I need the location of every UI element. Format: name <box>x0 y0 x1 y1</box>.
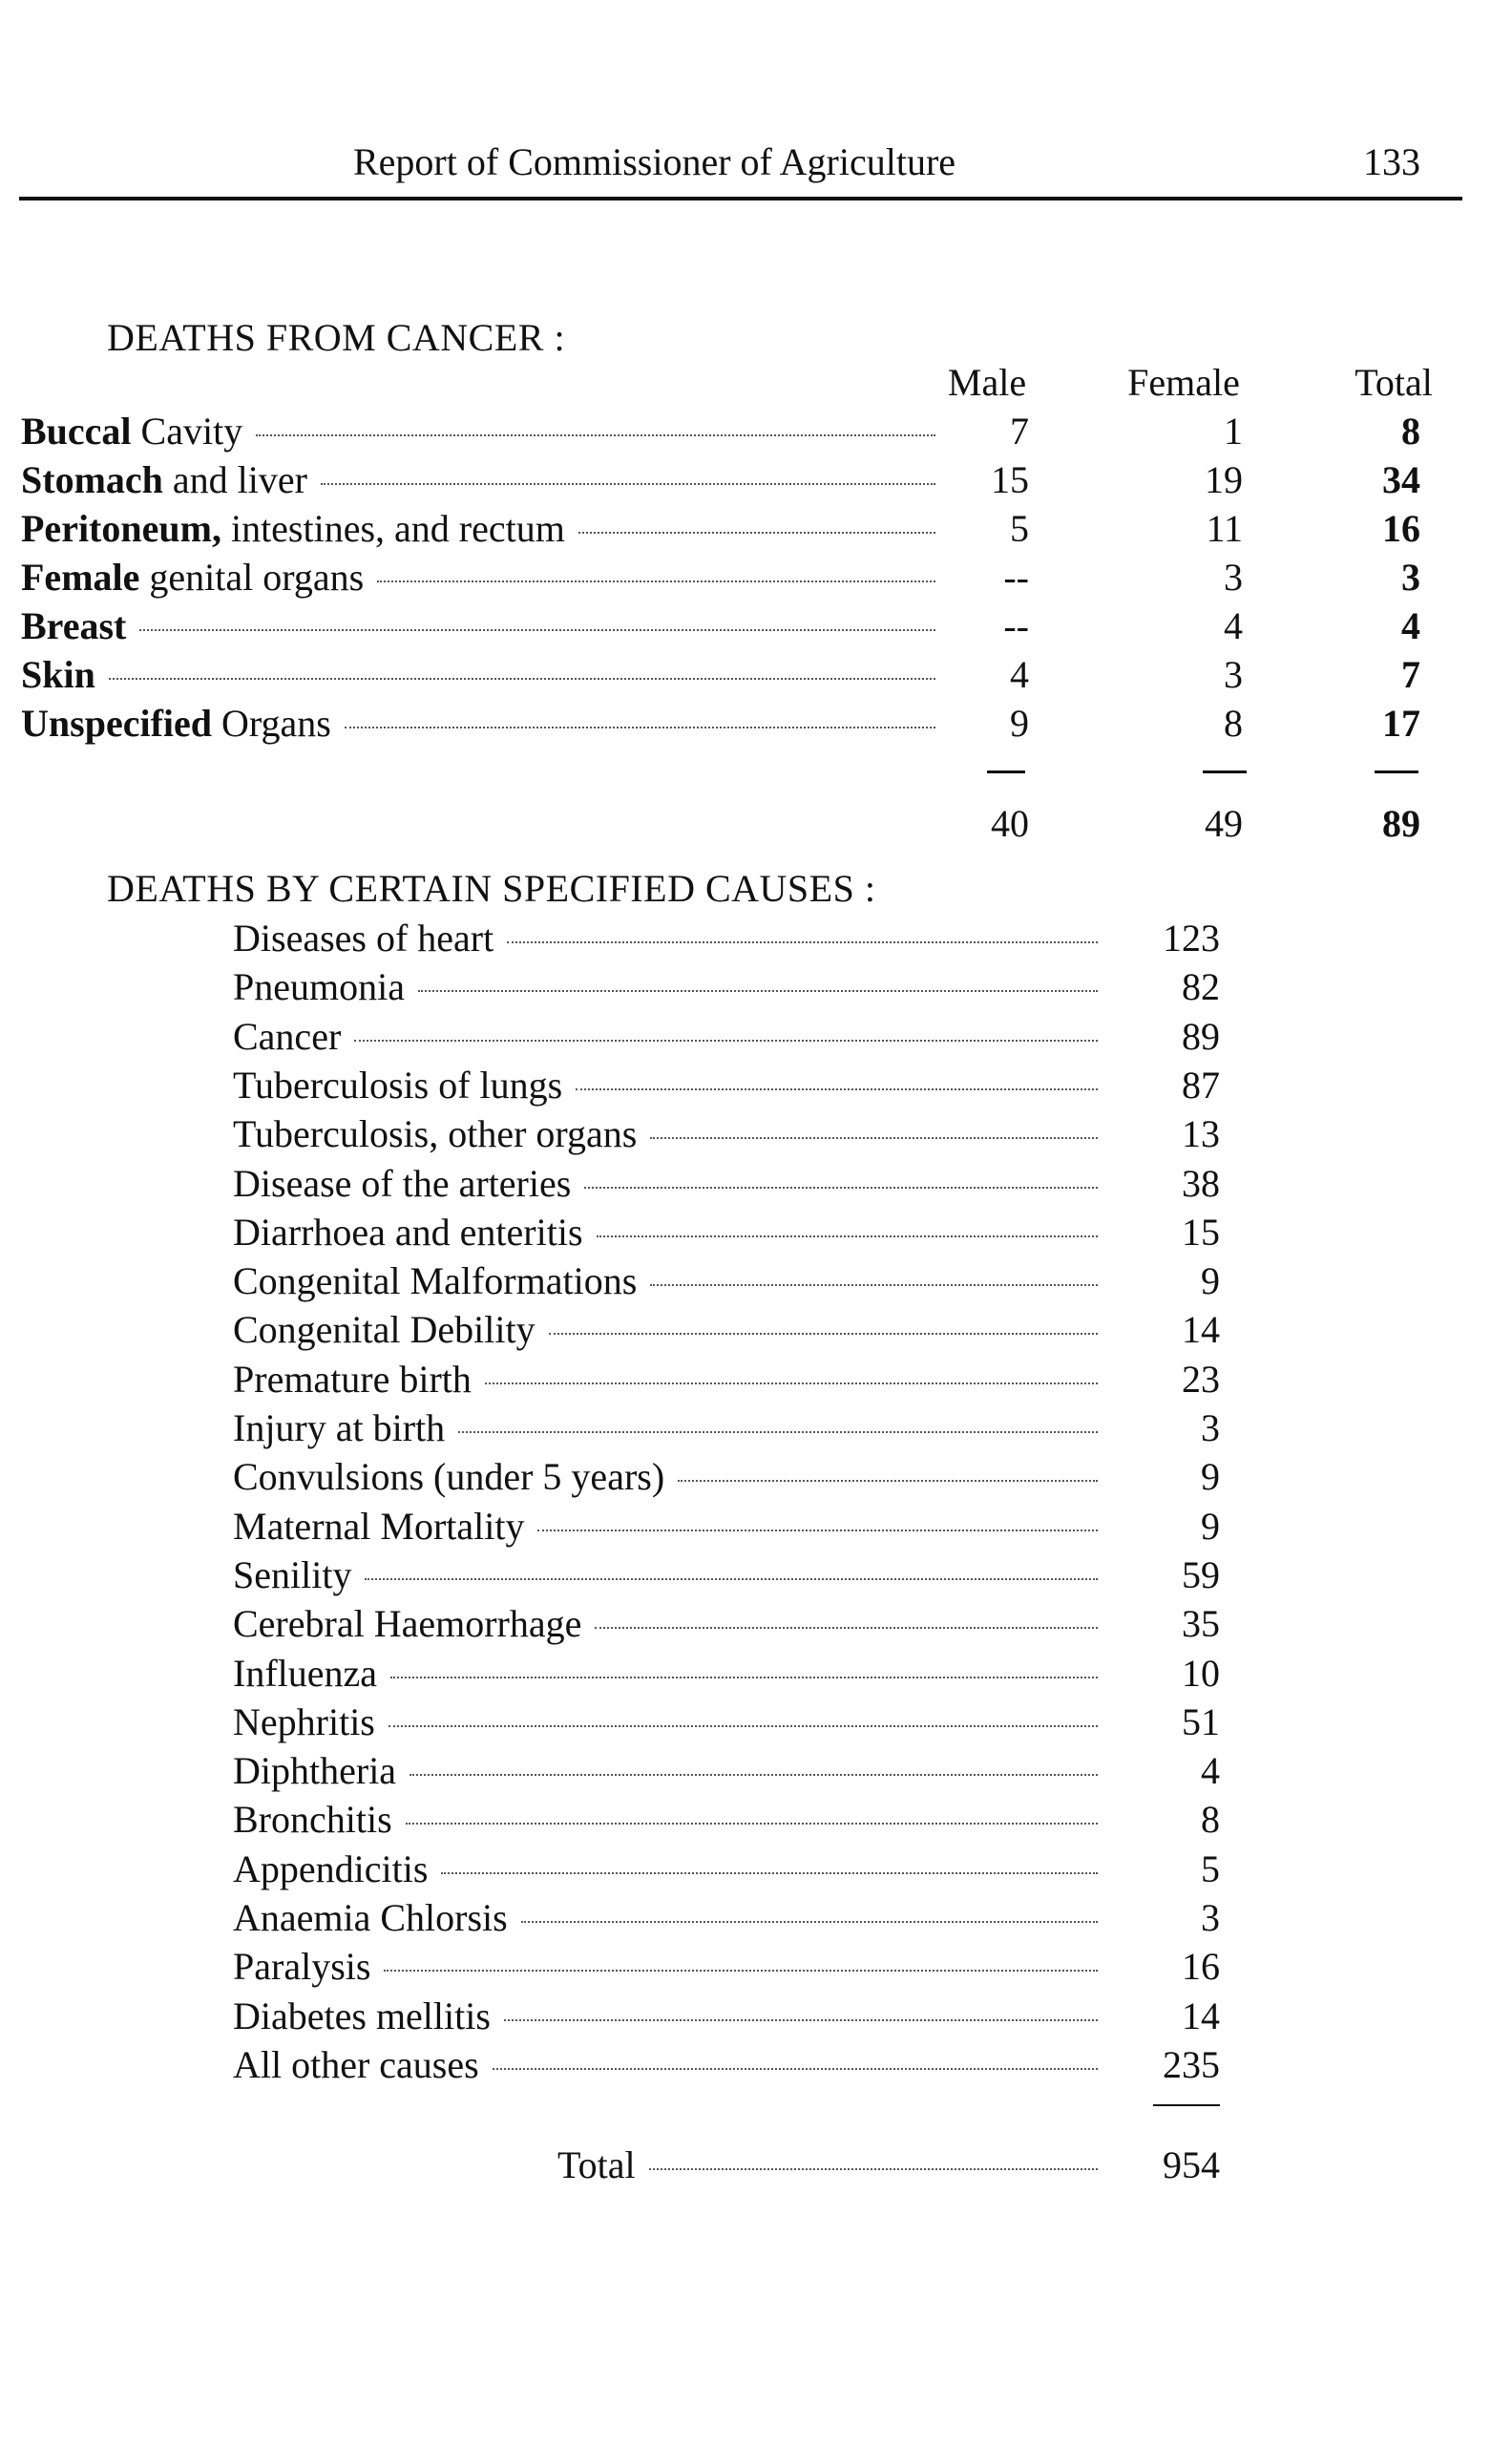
cause-label: Tuberculosis, other organs <box>233 1112 638 1155</box>
cancer-row <box>21 603 945 651</box>
dot-leader <box>595 1627 1098 1629</box>
cause-value: 89 <box>1182 1015 1220 1058</box>
column-header-female: Female <box>1127 361 1240 404</box>
cause-value: 51 <box>1182 1700 1220 1743</box>
cause-label: Tuberculosis of lungs <box>233 1064 563 1107</box>
cause-row <box>233 1161 1107 1209</box>
dot-leader <box>406 1823 1098 1825</box>
dot-leader <box>485 1382 1098 1384</box>
dot-leader <box>597 1235 1098 1237</box>
cause-label: Paralysis <box>233 1945 371 1988</box>
cancer-row-label-rest: genital organs <box>139 556 365 599</box>
cancer-row-label <box>21 506 565 551</box>
cause-row <box>233 1552 1107 1600</box>
dot-leader <box>365 1578 1098 1580</box>
cause-value: 16 <box>1182 1945 1220 1988</box>
cancer-row-label-rest: Organs <box>212 702 331 745</box>
cause-row <box>233 1454 1107 1502</box>
cause-label: Convulsions (under 5 years) <box>233 1455 665 1498</box>
cancer-row <box>21 506 945 554</box>
dot-leader <box>649 2168 1098 2170</box>
cause-value: 59 <box>1182 1553 1220 1596</box>
cancer-female-value: 8 <box>1224 702 1243 745</box>
cancer-total-value: 17 <box>1382 702 1420 745</box>
cancer-female-value: 11 <box>1206 507 1243 550</box>
dot-leader <box>256 434 935 436</box>
cause-row <box>233 916 1107 963</box>
dot-leader <box>549 1333 1098 1335</box>
cancer-row-label-rest: intestines, and rectum <box>220 507 565 550</box>
cancer-row-label-rest: Cavity <box>131 410 243 453</box>
cause-label: Premature birth <box>233 1358 472 1401</box>
cause-value: 23 <box>1182 1358 1220 1401</box>
cancer-total-value: 8 <box>1401 410 1420 453</box>
cancer-row-label-lead: Stomach <box>21 458 163 501</box>
cancer-female-total: 49 <box>1205 802 1243 845</box>
cause-row <box>233 1405 1107 1453</box>
cause-label: Injury at birth <box>233 1406 446 1449</box>
cause-value: 35 <box>1182 1602 1220 1645</box>
cause-label: Cerebral Haemorrhage <box>233 1602 582 1645</box>
cancer-row-label <box>21 457 307 502</box>
cancer-male-value: -- <box>1003 604 1029 647</box>
cancer-section-heading: DEATHS FROM CANCER : <box>107 316 566 359</box>
cancer-row-label <box>21 652 95 697</box>
cause-row <box>233 1651 1107 1699</box>
cancer-female-value: 3 <box>1224 556 1243 599</box>
dot-leader <box>576 1088 1098 1090</box>
dot-leader <box>109 678 935 680</box>
cancer-row <box>21 555 945 602</box>
cancer-row <box>21 409 945 456</box>
dot-leader <box>345 727 935 728</box>
cause-value: 123 <box>1163 917 1220 960</box>
dot-leader <box>384 1970 1098 1972</box>
cause-row <box>233 1895 1107 1943</box>
causes-total-label: Total <box>557 2143 636 2186</box>
cause-row <box>233 1748 1107 1796</box>
cause-value: 14 <box>1182 1308 1220 1351</box>
cancer-row-label <box>21 409 242 454</box>
cause-value: 4 <box>1201 1749 1220 1792</box>
cause-value: 87 <box>1182 1064 1220 1107</box>
dot-leader <box>441 1872 1098 1874</box>
cause-row <box>233 1504 1107 1551</box>
cause-label: Cancer <box>233 1015 342 1058</box>
cancer-male-value: 7 <box>1010 410 1029 453</box>
cancer-total-value: 3 <box>1401 556 1420 599</box>
dot-leader <box>354 1040 1098 1042</box>
cause-label: Bronchitis <box>233 1798 392 1841</box>
cancer-row-label <box>21 701 331 746</box>
dot-leader <box>504 2019 1098 2021</box>
cancer-male-value: 5 <box>1010 507 1029 550</box>
page-number: 133 <box>1363 140 1420 183</box>
cancer-row <box>21 457 945 505</box>
cancer-row-label <box>21 603 126 648</box>
cause-row <box>233 1063 1107 1110</box>
cause-label: All other causes <box>233 2043 479 2086</box>
page-header-title: Report of Commissioner of Agriculture <box>353 140 956 183</box>
cause-value: 3 <box>1201 1406 1220 1449</box>
dot-leader <box>388 1725 1098 1727</box>
dot-leader <box>650 1284 1098 1286</box>
cause-row <box>233 1847 1107 1894</box>
cause-label: Anaemia Chlorsis <box>233 1896 508 1939</box>
cause-label: Diseases of heart <box>233 917 494 960</box>
cause-row <box>233 1797 1107 1845</box>
cancer-row-label-rest: and liver <box>162 458 307 501</box>
cancer-female-value: 19 <box>1205 458 1243 501</box>
cause-row <box>233 1258 1107 1306</box>
cancer-row <box>21 652 945 700</box>
cause-row <box>233 1014 1107 1062</box>
cause-row <box>233 1357 1107 1404</box>
cause-label: Congenital Debility <box>233 1308 536 1351</box>
cancer-total-value: 16 <box>1382 507 1420 550</box>
cause-row <box>233 1307 1107 1355</box>
dot-leader <box>507 941 1098 943</box>
cause-label: Congenital Malformations <box>233 1259 638 1302</box>
cancer-row-label-lead: Female <box>21 556 140 599</box>
causes-total-value: 954 <box>1163 2143 1220 2186</box>
cancer-row-label-lead: Skin <box>21 653 95 696</box>
cancer-female-value: 4 <box>1224 604 1243 647</box>
dot-leader <box>139 629 935 631</box>
cancer-grand-total: 89 <box>1382 802 1420 845</box>
cancer-total-value: 7 <box>1401 653 1420 696</box>
cause-row <box>233 964 1107 1012</box>
cause-value: 13 <box>1182 1112 1220 1155</box>
causes-sum-rule <box>1153 2104 1220 2106</box>
dot-leader <box>678 1480 1098 1482</box>
cause-row <box>233 1111 1107 1159</box>
cause-label: Influenza <box>233 1652 378 1695</box>
cause-label: Diabetes mellitis <box>233 1994 491 2037</box>
cause-value: 14 <box>1182 1994 1220 2037</box>
column-header-male: Male <box>947 361 1027 404</box>
dot-leader <box>578 532 935 534</box>
header-rule <box>19 197 1462 200</box>
dot-leader <box>321 483 935 485</box>
cause-value: 82 <box>1182 965 1220 1008</box>
dot-leader <box>650 1137 1098 1139</box>
causes-section-heading: DEATHS BY CERTAIN SPECIFIED CAUSES : <box>107 867 876 910</box>
cancer-female-value: 3 <box>1224 653 1243 696</box>
cause-row <box>233 1994 1107 2041</box>
cause-label: Nephritis <box>233 1700 375 1743</box>
cause-row <box>233 1601 1107 1649</box>
cause-value: 8 <box>1201 1798 1220 1841</box>
cause-row <box>233 1210 1107 1257</box>
cancer-row-label <box>21 555 364 600</box>
cancer-female-value: 1 <box>1224 410 1243 453</box>
cause-value: 9 <box>1201 1455 1220 1498</box>
cause-row <box>233 1944 1107 1992</box>
cancer-male-value: 15 <box>991 458 1029 501</box>
cause-row <box>233 2042 1107 2090</box>
cancer-total-sum-rule <box>1375 770 1418 773</box>
cause-value: 15 <box>1182 1211 1220 1254</box>
dot-leader <box>458 1431 1098 1433</box>
cause-label: Maternal Mortality <box>233 1505 525 1548</box>
cause-value: 9 <box>1201 1259 1220 1302</box>
cause-label: Diphtheria <box>233 1749 397 1792</box>
cancer-male-sum-rule <box>987 770 1025 773</box>
cause-label: Pneumonia <box>233 965 405 1008</box>
cancer-male-total: 40 <box>991 802 1029 845</box>
cancer-row <box>21 701 945 749</box>
cause-label: Disease of the arteries <box>233 1162 572 1205</box>
cancer-row-label-lead: Breast <box>21 604 127 647</box>
cause-label: Senility <box>233 1553 352 1596</box>
cancer-male-value: 4 <box>1010 653 1029 696</box>
dot-leader <box>377 580 935 582</box>
dot-leader <box>418 990 1098 992</box>
cause-value: 3 <box>1201 1896 1220 1939</box>
cause-value: 38 <box>1182 1162 1220 1205</box>
cancer-male-value: -- <box>1003 556 1029 599</box>
cancer-row-label-lead: Unspecified <box>21 702 212 745</box>
cause-label: Appendicitis <box>233 1847 429 1890</box>
cause-value: 10 <box>1182 1652 1220 1695</box>
cause-value: 5 <box>1201 1847 1220 1890</box>
cause-value: 9 <box>1201 1505 1220 1548</box>
cancer-row-label-lead: Peritoneum, <box>21 507 221 550</box>
cancer-female-sum-rule <box>1203 770 1247 773</box>
dot-leader <box>584 1187 1098 1189</box>
dot-leader <box>537 1530 1098 1531</box>
cancer-row-label-lead: Buccal <box>21 410 132 453</box>
column-header-total: Total <box>1354 361 1433 404</box>
causes-total-row <box>557 2142 1107 2190</box>
dot-leader <box>410 1774 1098 1776</box>
cause-label: Diarrhoea and enteritis <box>233 1211 583 1254</box>
cancer-total-value: 34 <box>1382 458 1420 501</box>
cause-row <box>233 1699 1107 1747</box>
dot-leader <box>390 1677 1098 1678</box>
dot-leader <box>521 1921 1098 1923</box>
dot-leader <box>493 2068 1098 2070</box>
cancer-male-value: 9 <box>1010 702 1029 745</box>
cancer-total-value: 4 <box>1401 604 1420 647</box>
cause-value: 235 <box>1163 2043 1220 2086</box>
